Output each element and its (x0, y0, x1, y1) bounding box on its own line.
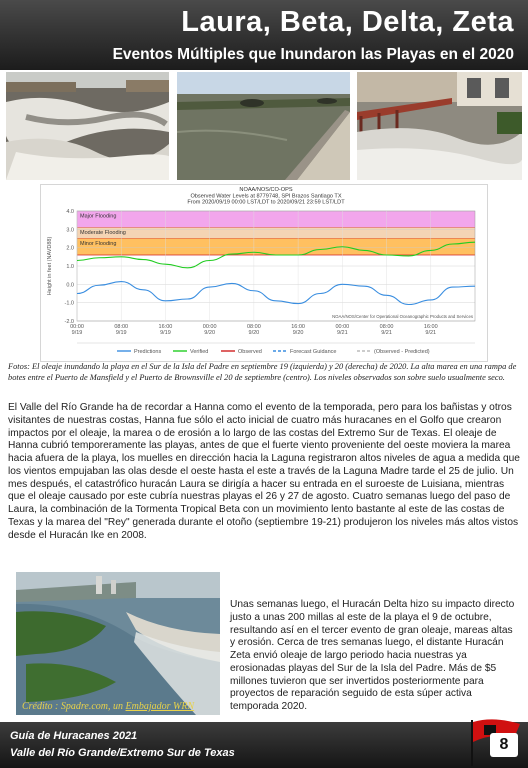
x-tick-date: 9/21 (336, 330, 348, 336)
chart-title-line: Observed Water Levels at 8779748, SPI Brazos Santiago TX (190, 193, 342, 200)
y-axis-label: Height in feet (NAVD88) (47, 236, 53, 296)
page-footer (0, 722, 528, 768)
x-tick-date: 9/21 (425, 330, 437, 336)
x-tick-time: 08:00 (379, 324, 394, 330)
page-title: Laura, Beta, Delta, Zeta (181, 6, 514, 38)
flood-band-label: Major Flooding (80, 213, 117, 220)
photo-surf-right (357, 72, 522, 180)
chart-source-note: NOAA/NOS/Center for Operational Oceanographic Products and Services (332, 314, 473, 319)
flood-band-label: Minor Flooding (80, 241, 117, 247)
photo-aerial-beach (16, 572, 220, 715)
y-tick-label: 1.0 (66, 264, 74, 270)
credit-link[interactable]: Embajador WRN (125, 701, 195, 712)
photo-credit (22, 701, 194, 712)
x-tick-time: 16:00 (291, 324, 305, 330)
x-tick-time: 16:00 (158, 324, 173, 330)
legend-label: Observed (238, 349, 262, 355)
x-tick-time: 00:00 (202, 324, 217, 330)
photo-boat-ramp (177, 72, 350, 180)
flood-band (77, 211, 475, 228)
article-paragraph-1: El Valle del Río Grande ha de recordar a Hanna como el evento de la temporada, pero para los bañistas y otros visitantes de nuestras costas, Hanna fue sólo el acto inicial de cuatro más huracanes en el Golfo que crearon impactos por el oleaje, la marea o de erosión a lo largo de las costas del Extremo Sur de Texas. El oleaje de Hanna cubrió temporeramente las playas, antes de que el fuerte viento proveniente del oeste moviera la marea hacia afuera de la playa, los muelles en dirección hacia la Laguna registraron altos niveles de agua a medida que los vientos empujaban las olas desde el oeste hasta el este a través de la Laguna Madre tarde el 25 de julio. Un mes después, el catastrófico huracán Laura se dirigía a hacer su entrada en el suroeste de Luisiana, mientras que el oleaje causado por este cubría nuestras playas el 26 y 27 de agosto. Cuatro semanas luego del paso de Laura, la combinación de la Tormenta Tropical Beta con un movimiento lento bastante al este de las costas de Texas y la marea del "Rey" generada durante el otoño (septiembre 19-21) produjeron los niveles más altos vistos desde el Huracán Ike en 2008. (8, 402, 520, 541)
chart-title-line: NOAA/NOS/CO-OPS (239, 187, 293, 193)
x-tick-time: 16:00 (423, 324, 438, 330)
footer-guide-title: Guía de Huracanes 2021 (10, 730, 138, 742)
legend-label: (Observed - Predicted) (374, 349, 430, 355)
chart-title-line: From 2020/09/19 00:00 LST/LDT to 2020/09/21 23:59 LST/LDT (187, 199, 345, 206)
flood-band-label: Moderate Flooding (80, 230, 126, 236)
x-tick-date: 9/20 (292, 330, 304, 336)
x-tick-time: 00:00 (70, 324, 84, 330)
footer-region: Valle del Río Grande/Extremo Sur de Texas (10, 747, 235, 759)
x-tick-date: 9/20 (248, 330, 260, 336)
page-subtitle: Eventos Múltiples que Inundaron las Playas en el 2020 (112, 46, 514, 63)
legend-label: Forecast Guidance (290, 349, 337, 355)
legend-label: Verified (190, 349, 209, 355)
x-tick-date: 9/19 (71, 330, 83, 336)
tide-chart-svg (41, 185, 487, 361)
flood-band (77, 239, 475, 256)
tide-chart (40, 184, 488, 362)
x-tick-date: 9/19 (160, 330, 171, 336)
y-tick-label: -1.0 (64, 300, 74, 307)
article-paragraph-2: Unas semanas luego, el Huracán Delta hizo su impacto directo justo a unas 200 millas al este de la playa el 9 de octubre, resultando así en el tercer evento de gran oleaje, mareas altas y erosión. Cerca de tres semanas luego, el distante Huracán Zeta envió oleaje de largo periodo hacia nuestras ya erosionadas playas del Sur de la Isla del Padre. Más de $5 millones tuvieron que ser invertidos posteriormente para proyectos de reparación seguido de esta súper activa temporada 2020. (230, 599, 515, 712)
x-tick-time: 08:00 (114, 324, 129, 330)
x-tick-date: 9/20 (204, 330, 216, 336)
series-line-predictions (77, 282, 475, 305)
photo-surf-left (6, 72, 169, 180)
y-tick-label: -2.0 (64, 319, 74, 325)
x-tick-date: 9/21 (381, 330, 392, 336)
photo-caption: Fotos: El oleaje inundando la playa en el Sur de la Isla del Padre en septiembre 19 (izquierda) y 20 (derecha) de 2020. La alta marea en una rampa de botes entre el Puerto de Mansfield y el Puerto de Brownsville el 20 de septiembre (centro). Los niveles observados son sobre suelo usualmente seco. (8, 362, 517, 382)
x-tick-time: 08:00 (247, 324, 261, 330)
legend-label: Predictions (134, 349, 162, 355)
y-tick-label: 4.0 (66, 209, 74, 215)
y-tick-label: 0.0 (66, 282, 74, 289)
page-number: 8 (490, 733, 518, 757)
credit-prefix: Crédito : Spadre.com, un (22, 701, 126, 712)
x-tick-time: 00:00 (335, 324, 350, 330)
y-tick-label: 3.0 (66, 227, 74, 234)
x-tick-date: 9/19 (115, 330, 127, 336)
y-tick-label: 2.0 (66, 245, 74, 252)
